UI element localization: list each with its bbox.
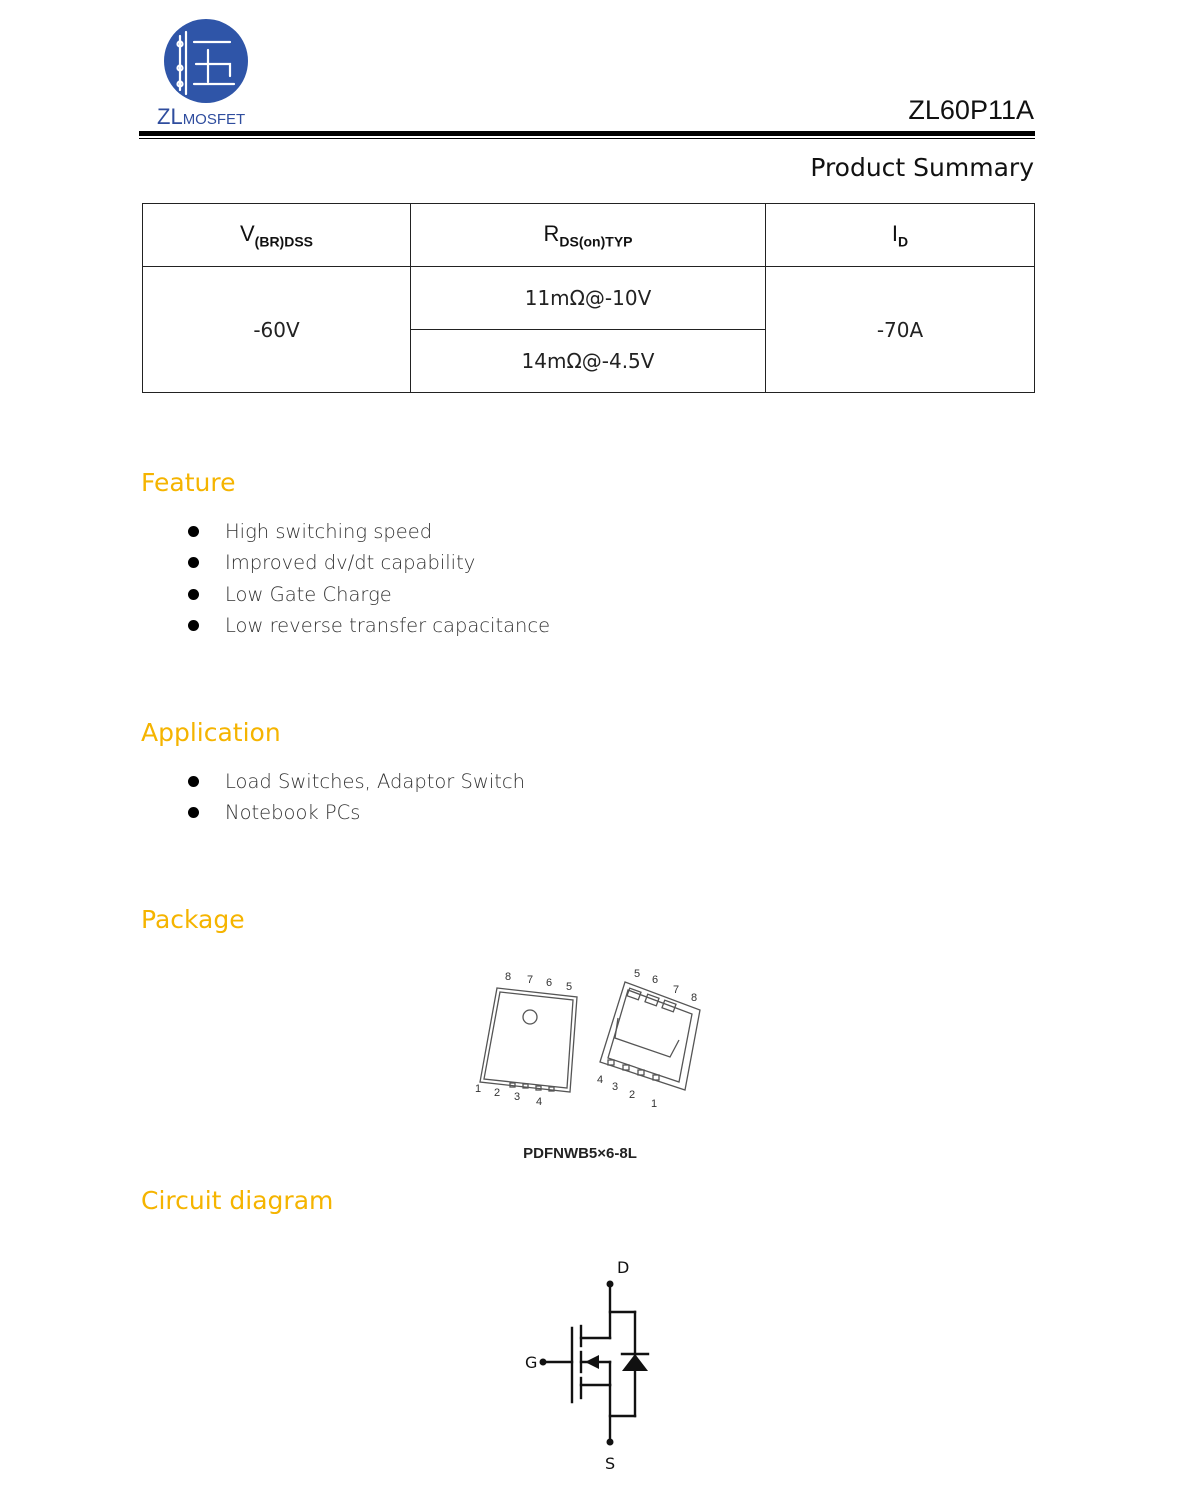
feature-heading: Feature: [141, 468, 236, 497]
list-item: Notebook PCs: [188, 797, 525, 828]
bullet-icon: [188, 807, 199, 818]
table-header-row: [143, 204, 1035, 267]
pin-label: 3: [514, 1091, 521, 1103]
list-item: Improved dv/dt capability: [188, 547, 550, 578]
product-summary-table: [142, 203, 1035, 393]
bullet-icon: [188, 589, 199, 600]
source-terminal-icon: [607, 1439, 614, 1446]
cell-id: -70A: [766, 267, 1035, 393]
part-number: ZL60P11A: [908, 95, 1034, 125]
pin-label: 2: [629, 1089, 636, 1101]
pin-label: 5: [566, 981, 573, 993]
cell-rds-10v: 11mΩ@-10V: [411, 267, 766, 330]
list-item: Low Gate Charge: [188, 579, 550, 610]
product-summary-title: Product Summary: [810, 153, 1034, 182]
pin-label: 8: [691, 992, 698, 1004]
gate-terminal-icon: [540, 1359, 547, 1366]
pin-label: 1: [475, 1083, 482, 1095]
drain-terminal-icon: [607, 1281, 614, 1288]
header-rule-thick: [139, 131, 1035, 136]
circuit-heading: Circuit diagram: [141, 1186, 334, 1215]
pin-label: 4: [536, 1096, 543, 1108]
cell-vbrdss: -60V: [143, 267, 411, 393]
header-rdson: $R_{DS(on)TYP}$: [411, 204, 766, 267]
feature-list: [188, 516, 550, 641]
pin-label: 1: [651, 1098, 658, 1110]
cell-rds-4v5: 14mΩ@-4.5V: [411, 330, 766, 393]
bullet-icon: [188, 620, 199, 631]
header-id: $I_D$: [766, 204, 1035, 267]
table-row: [143, 267, 1035, 330]
list-item: High switching speed: [188, 516, 550, 547]
bullet-icon: [188, 526, 199, 537]
drain-label: D: [617, 1258, 630, 1277]
package-heading: Package: [141, 905, 245, 934]
package-top-view: [480, 988, 577, 1092]
logo-wordmark: ZLMOSFET: [157, 104, 246, 129]
pin-label: 5: [634, 968, 641, 980]
body-diode-icon: [622, 1354, 648, 1371]
channel-arrow-icon: [585, 1355, 599, 1369]
bullet-icon: [188, 557, 199, 568]
gate-label: G: [525, 1353, 538, 1372]
application-heading: Application: [141, 718, 281, 747]
application-list: [188, 766, 525, 829]
header-rule-thin: [139, 138, 1035, 139]
package-drawing: [460, 960, 710, 1115]
pin-label: 8: [505, 971, 512, 983]
pin-label: 7: [673, 984, 680, 996]
pin-label: 6: [652, 974, 659, 986]
pin-label: 6: [546, 977, 553, 989]
pin-label: 2: [494, 1087, 501, 1099]
source-label: S: [605, 1454, 616, 1473]
list-item: Load Switches, Adaptor Switch: [188, 766, 525, 797]
bullet-icon: [188, 776, 199, 787]
mosfet-circuit-diagram: [515, 1250, 665, 1480]
package-caption: PDFNWB5×6-8L: [523, 1145, 637, 1162]
package-bottom-view: [600, 982, 700, 1090]
list-item: Low reverse transfer capacitance: [188, 610, 550, 641]
pin-label: 3: [612, 1081, 619, 1093]
pin-label: 7: [527, 974, 534, 986]
header-vbrdss: $V_{(BR)DSS}$: [143, 204, 411, 267]
pin-label: 4: [597, 1074, 604, 1086]
